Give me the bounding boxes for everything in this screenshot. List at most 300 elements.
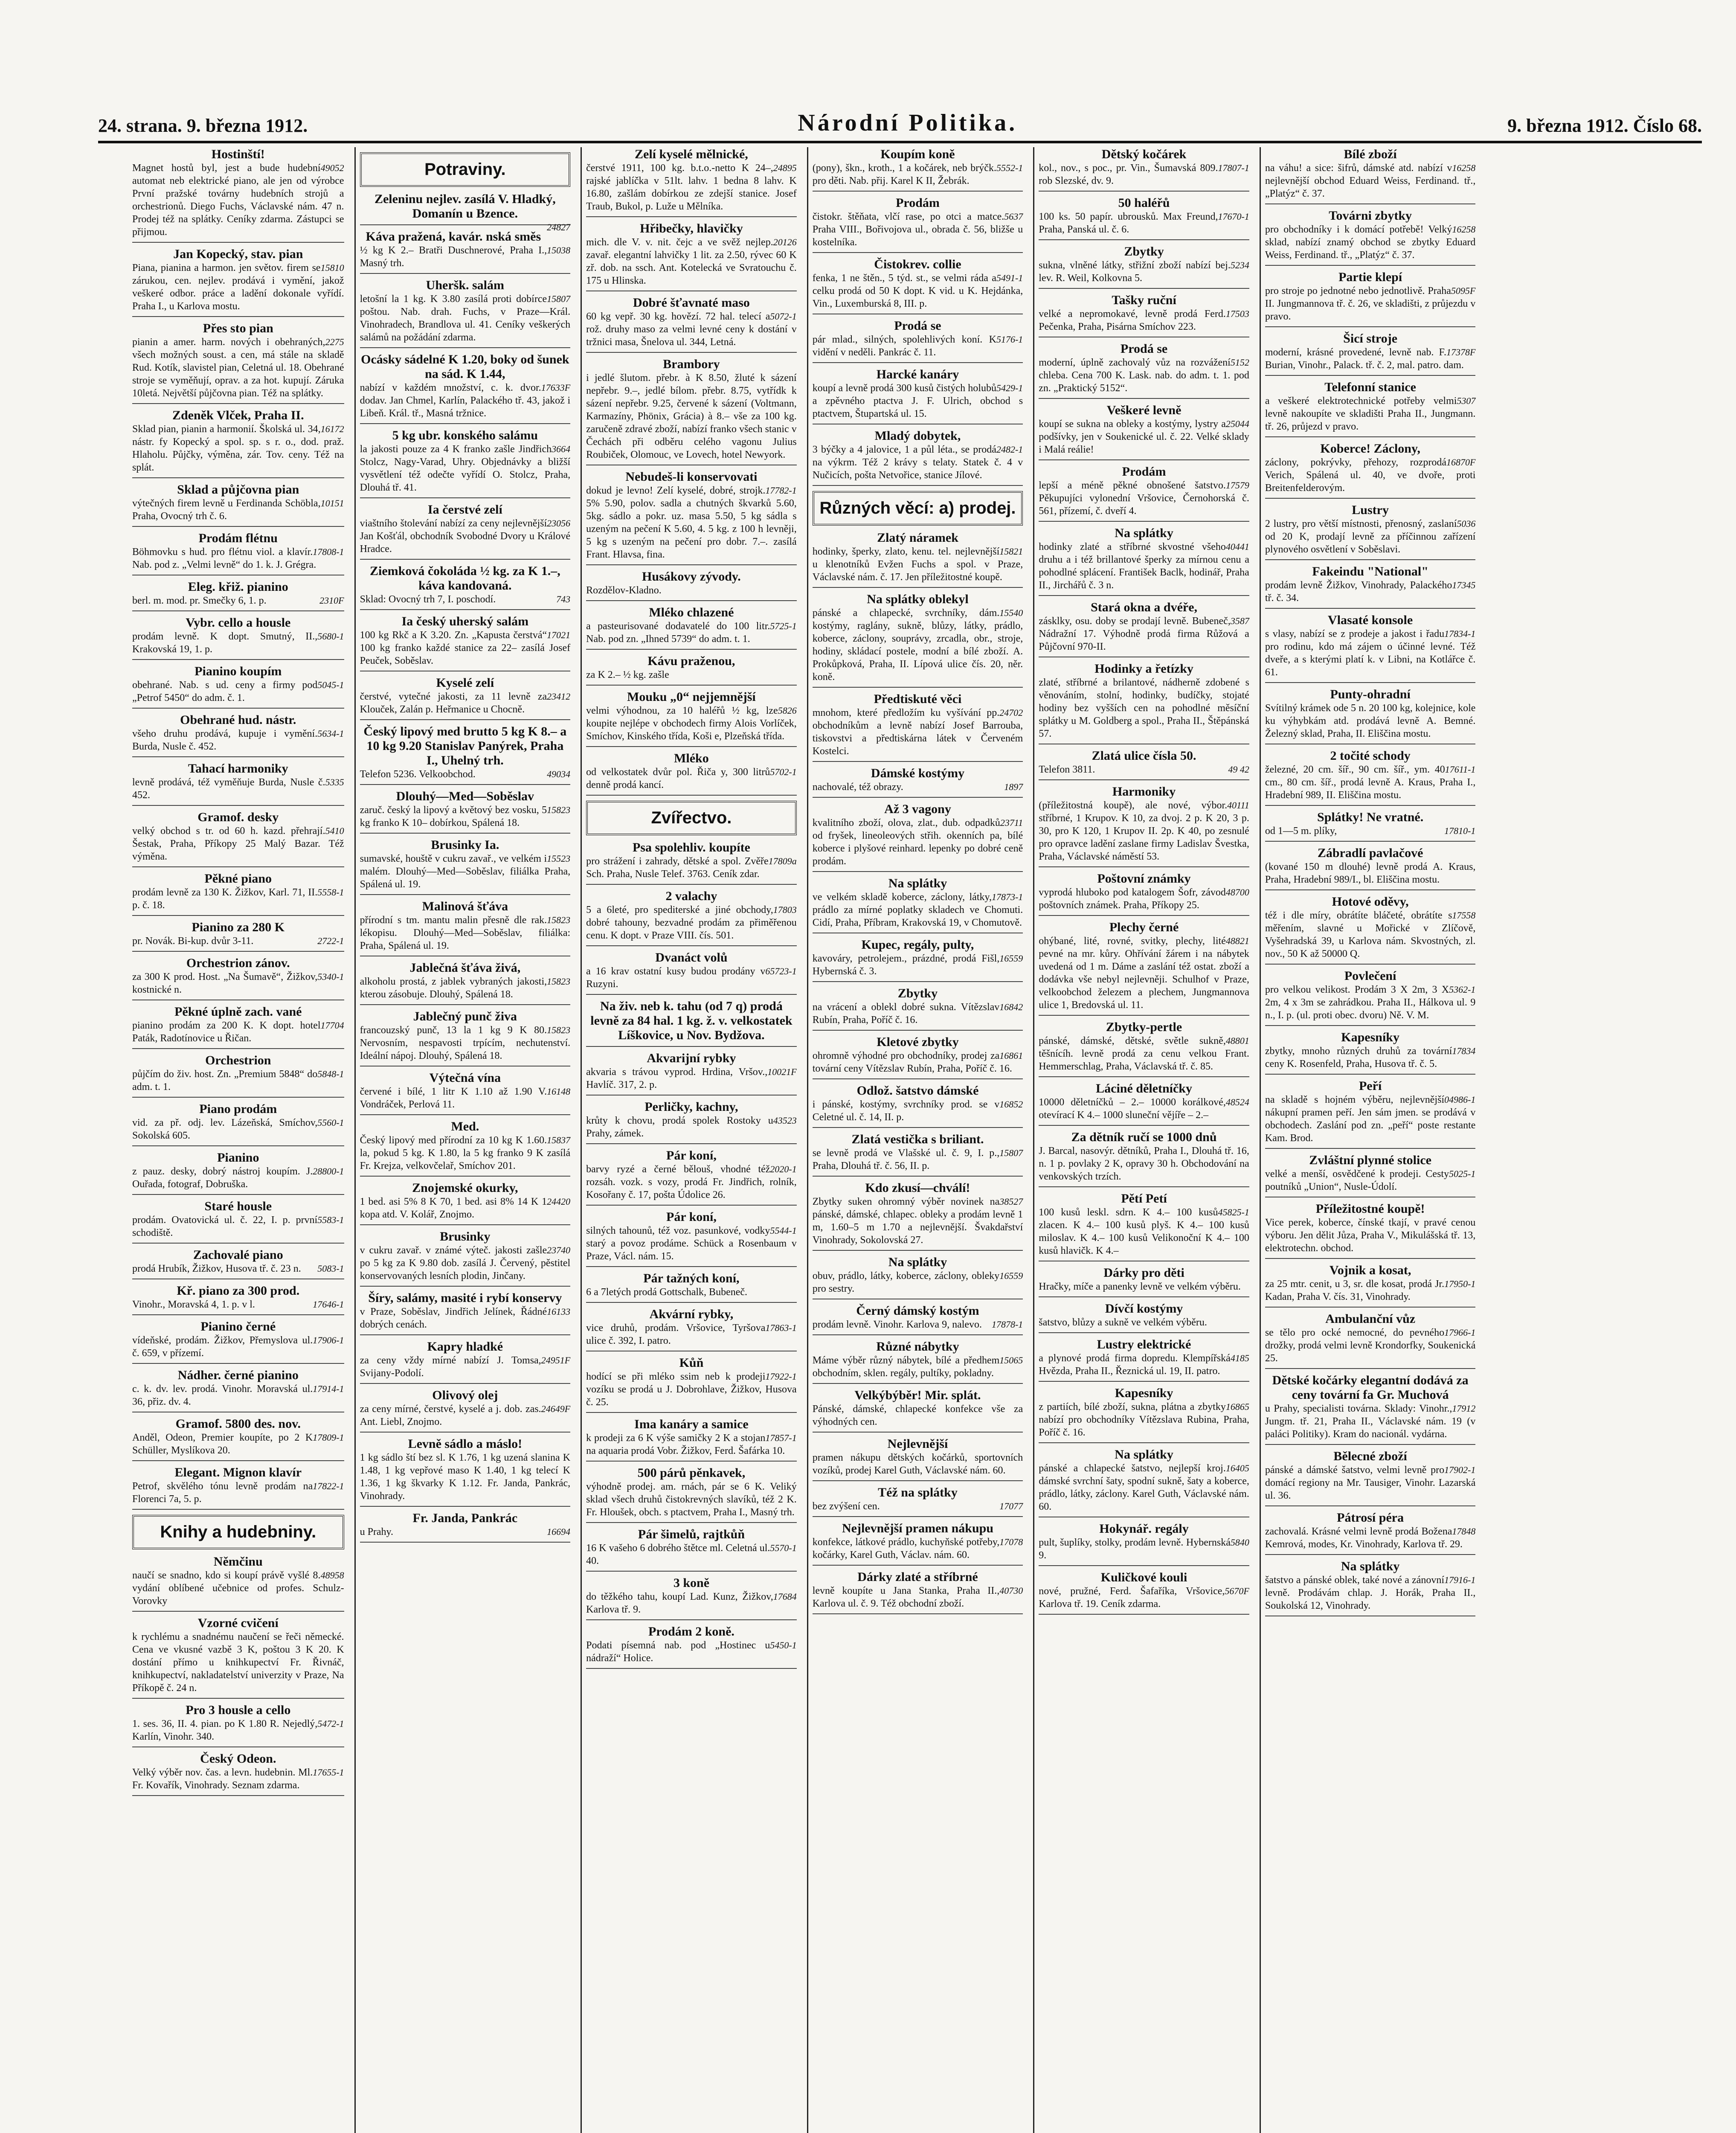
ad-title: Na splátky — [1115, 1447, 1173, 1462]
ad-text: 1 bed. asi 5% 8 K 70, 1 bed. asi 8% 14 K 1 kopa atd. V. Kolář, Znojmo. — [360, 1196, 547, 1220]
ads-list — [813, 531, 1023, 1614]
ad-text: Telefon 3811. — [1039, 764, 1095, 775]
classified-ad — [813, 1181, 1023, 1251]
ad-divider — [813, 1176, 1023, 1177]
classified-ad — [813, 1570, 1023, 1614]
ad-title: Mladý dobytek, — [874, 429, 961, 443]
ad-divider — [586, 1302, 797, 1303]
section-heading: Zvířectvo. — [586, 801, 797, 835]
ad-text: velký obchod s tr. od 60 h. kazd. přehrají. Šestak, Praha, Příkopy 25 Malý Bazar. Též výměna. — [132, 825, 344, 862]
ad-number: 17808-1 — [313, 546, 344, 557]
ad-divider — [360, 1224, 571, 1225]
classified-ad — [813, 319, 1023, 363]
ad-text: pramen nákupu dětských kočárků, sportovních vozíků, prodej Karel Guth, Václavské nám. 60. — [812, 1452, 1023, 1476]
ad-number: 40730 — [999, 1585, 1023, 1596]
ad-number: 17558 — [1452, 910, 1476, 921]
classified-ad — [1265, 895, 1476, 965]
ad-divider — [1039, 1442, 1249, 1443]
classified-ad — [586, 296, 797, 353]
classified-ad — [1039, 196, 1249, 240]
ad-text: Piana, pianina a harmon. jen světov. firem se zárukou, cen. nejlev. prodává i vymění, jakož veškeré odbor. práce a ladění dokonale vyřídí. Praha I., u Karlova mostu. — [132, 262, 344, 312]
ad-divider — [1265, 841, 1476, 842]
ad-text: vid. za př. odj. lev. Lázeňská, Smíchov, Sokolská 605. — [132, 1117, 318, 1141]
ad-text: za ceny mírné, čerstvé, kyselé a j. dob. zas. Ant. Liebl, Znojmo. — [360, 1404, 541, 1427]
ad-title: Dobré šťavnaté maso — [633, 296, 750, 310]
ad-text: záclony, pokrývky, přehozy, rozprodá Verich, Spálená ul. 40, ve dvoře, proti Breitenfelderovým. — [1265, 457, 1476, 494]
classified-ad — [1265, 749, 1476, 806]
ad-divider — [813, 1613, 1023, 1614]
classified-ad — [1039, 1302, 1249, 1333]
ad-text: pánské a dámské šatstvo, velmi levně pro domácí regiony na Mr. Tausiger, Vinohr. Lazarská ul. 36. — [1265, 1465, 1476, 1501]
ad-title: Mléko chlazené — [649, 605, 734, 619]
ad-number: 5410 — [325, 825, 344, 836]
ad-divider — [586, 884, 797, 885]
ad-title: Dárky zlaté a stříbrné — [857, 1570, 978, 1584]
ad-text: a veškeré elektrotechnické potřeby velmi levně nakoupíte ve skladišti Praha II., Jungmann. tř. 26, průjezd v pravo. — [1265, 395, 1476, 432]
ad-number: 49034 — [547, 769, 571, 779]
ad-title: Kletové zbytky — [877, 1035, 959, 1049]
ad-divider — [360, 833, 571, 834]
ad-number: 5176-1 — [996, 334, 1023, 345]
ad-title: Černý dámský kostým — [856, 1304, 979, 1318]
header-right: 9. března 1912. Číslo 68. — [1507, 115, 1702, 136]
classified-ad — [132, 482, 344, 527]
ad-divider — [360, 894, 571, 895]
ad-number: 15065 — [999, 1355, 1023, 1366]
ad-divider — [586, 1046, 797, 1047]
ad-divider — [1265, 1258, 1476, 1259]
ad-number: 17704 — [320, 1020, 344, 1031]
classified-ad — [1039, 403, 1249, 460]
classified-ad — [813, 429, 1023, 486]
ad-number: 2482-1 — [996, 444, 1023, 455]
ad-divider — [132, 316, 344, 317]
classified-ad — [360, 192, 571, 232]
ad-text: 16 K vašeho 6 dobrého štětce ml. Celetná ul. 40. — [586, 1543, 770, 1566]
classified-ad — [132, 1417, 344, 1461]
ad-divider — [1265, 1444, 1476, 1445]
ad-title: Akvarijní rybky — [647, 1051, 736, 1065]
ad-text: mnohom, které předložím ku vyšívání pp. obchodníkům a levně nabízí Josef Barrouba, tiskovstvi a předtiskárna látek v Červeném Kostelci. — [812, 707, 1023, 757]
ad-title: Prodám flétnu — [198, 531, 278, 545]
classified-ad — [1039, 1570, 1249, 1615]
ad-title: Kávu praženou, — [647, 654, 735, 668]
ad-text: barvy ryzé a černé bělouš, vhodné též rozsáh. vozk. s vozy, prodá Fr. Jindřich, rolník, Kosořany č. 17, pošta Údolice 26. — [586, 1164, 797, 1200]
ad-number: 5583-1 — [317, 1215, 344, 1225]
ad-title: 500 párů pěnkavek, — [637, 1466, 746, 1480]
ad-divider — [1039, 398, 1249, 399]
ad-divider — [132, 1363, 344, 1364]
classified-ad — [360, 1511, 571, 1543]
ad-title: Eleg. křiž. pianino — [188, 580, 288, 594]
ad-text: 3 býčky a 4 jalovice, 1 a půl léta., se prodá na výkrm. Též 2 krávy s telaty. Statek č. 4 v Nučicích, pošta Netvořice, stanice Jílové. — [812, 444, 1023, 481]
ad-divider — [1039, 1332, 1249, 1333]
ad-title: Brusinky Ia. — [431, 838, 499, 852]
ad-divider — [360, 1542, 571, 1543]
ad-text: i pánské, kostýmy, svrchníky prod. se v Celetné ul. č. 14, II. p. — [812, 1099, 1000, 1123]
ad-number: 5340-1 — [317, 971, 344, 982]
ad-divider — [586, 352, 797, 353]
ad-divider — [1039, 915, 1249, 916]
ads-list — [1039, 147, 1249, 1615]
ad-title: Prodám — [1122, 465, 1166, 479]
ad-number: 20126 — [773, 237, 797, 247]
ad-divider — [1265, 682, 1476, 683]
ad-title: Znojemské okurky, — [412, 1181, 518, 1195]
ad-text: dokud je levno! Zelí kyselé, dobré, strojk. 5% 5.90, polov. sadla a chutných škvarků 5.60, 5kg. sádlo a pokr. uz. masa 5.50, 5 kg sádla s uzeným na pečení K 5.60, 4. 5 kg. z 100 h levněji, 5 kg s uzeným na pečení pro dobr. 7.–. zasílá Frant. Hlavsa, fina. — [586, 485, 797, 560]
ads-list — [813, 147, 1023, 486]
ad-divider — [586, 1619, 797, 1620]
ad-title: Vzorné cvičení — [197, 1616, 279, 1630]
ad-text: čerstvé 1911, 100 kg. b.t.o.-netto K 24–, rajské jablíčka v 51lt. lahv. 1 bedna 8 lahv. K 16.80, zašlám dobírkou ze zdejší stanice. Josef Traub, Bukol, p. Luže u Mělníka. — [586, 163, 797, 212]
ad-title: Zbytky — [897, 986, 938, 1000]
ad-title: Dětský kočárek — [1101, 147, 1187, 161]
ad-title: Tahací harmoniky — [188, 761, 288, 776]
ad-number: 17902-1 — [1444, 1465, 1476, 1475]
ad-divider — [360, 224, 571, 225]
ad-title: Malinová šťáva — [422, 899, 508, 913]
ad-text: naučí se snadno, kdo si koupí právě vyšlé 8. vydání oblíbené učebnice od profes. Schulz-Vorovky — [132, 1570, 344, 1607]
ad-title: Perličky, kachny, — [644, 1100, 738, 1114]
ad-text: hodinky, šperky, zlato, kenu. tel. nejlevnější u klenotníků Evžen Fuchs a spol. v Praze, Václavské nám. č. 17. Jen příležitostné koupě. — [812, 546, 1023, 583]
classified-ad — [586, 751, 797, 796]
ad-text: s vlasy, nabízí se z prodeje a jakost i řadu pro rodinu, kdo má zájem o účinné levné. Též dveře, a s kterými platí k. v Libni, na Kotlářce č. 61. — [1265, 628, 1476, 678]
ad-number: 17906-1 — [313, 1335, 344, 1345]
ad-text: bez zvýšení cen. — [812, 1501, 880, 1512]
ad-text: Rozdělov-Kladno. — [586, 585, 662, 596]
ad-divider — [132, 708, 344, 709]
ad-divider — [360, 559, 571, 560]
ad-number: 5680-1 — [317, 631, 344, 642]
classified-ad — [586, 840, 797, 885]
ad-text: mich. dle V. v. nit. čejc a ve svěž nejlep. zavař. elegantní lahvičky 1 lit. za 2.50, rývec 60 K zř. dob. na ssch. Ant. Kotelecká ve Svratouchu č. 175 u Hlinska. — [586, 237, 797, 286]
ad-title: Koupím koně — [880, 147, 955, 161]
ad-number: 49052 — [320, 163, 344, 173]
ad-text: pro stroje po jednotné nebo jednotlivě. Praha II. Jungmannova tř. č. 26, ve skladišti, z průjezdu v pravo. — [1265, 285, 1476, 322]
ad-text: pár mlad., silných, spolehlivých koní. K vidění v neděli. Pankrác č. 11. — [812, 334, 996, 358]
ad-divider — [1039, 595, 1249, 596]
classified-ad — [360, 1009, 571, 1066]
ad-number: 23711 — [1000, 817, 1023, 828]
ad-text: velké a nepromokavé, levně prodá Ferd. Pečenka, Praha, Pisárna Smíchov 223. — [1039, 308, 1226, 332]
ad-text: hodící se při mléko ssim neb k prodeji vozíku se prodá u J. Dobrohlave, Žižkov, Husova č. 25. — [586, 1371, 797, 1408]
ad-number: 5072-1 — [770, 311, 797, 322]
ad-divider — [132, 1145, 344, 1146]
classified-ad — [360, 789, 571, 834]
ad-title: Nádher. černé pianino — [177, 1368, 299, 1382]
ad-divider — [1039, 1296, 1249, 1297]
ad-divider — [360, 1506, 571, 1507]
ad-text: kavováry, petrolejem., prázdné, prodá Fišl, Hybernská č. 3. — [812, 953, 1000, 977]
ad-number: 5472-1 — [317, 1718, 344, 1729]
ad-divider — [132, 1795, 344, 1796]
ad-text: na skladě s hojném výběru, nejlevnější nákupní pramen peří. Jen sám jmen. se prodává v obchodech. Zaslání pod zn. „peří“ poste restante Kam. Brod. — [1265, 1094, 1476, 1144]
ad-text: obuv, prádlo, látky, koberce, záclony, obleky pro sestry. — [812, 1270, 1000, 1294]
ad-number: 17857-1 — [765, 1433, 797, 1443]
ad-title: Pěkné úplně zach. vané — [174, 1005, 302, 1019]
ad-text: 10000 děletníčků – 2.– 10000 korálkové, otevírací K 4.– 1000 sluneční vějíře – 2.– — [1039, 1097, 1226, 1121]
ad-number: 04986-1 — [1444, 1094, 1476, 1105]
ad-number: 48524 — [1225, 1097, 1249, 1107]
classified-ad — [360, 428, 571, 498]
ad-text: Böhmovku s hud. pro flétnu viol. a klavír. Nab. pod z. „Velmi levně“ do 1. k. J. Grégra. — [132, 546, 316, 570]
ad-divider — [586, 1412, 797, 1413]
ad-title: Plechy černé — [1109, 920, 1179, 934]
classified-ad — [813, 1485, 1023, 1517]
ad-text: pro obchodníky i k domácí potřebě! Velký sklad, nabízí znamý obchod se zbytky Eduard Weiss, Ferdinand. tř., „Platýz“ č. 37. — [1265, 224, 1476, 261]
ad-divider — [813, 1078, 1023, 1079]
ad-text: červené i bílé, 1 litr K 1.10 až 1.90 V. Vondráček, Perlová 11. — [360, 1086, 547, 1110]
ad-number: 5335 — [325, 777, 344, 788]
ad-title: Zbytky-pertle — [1106, 1020, 1182, 1034]
ad-title: Gramof. 5800 des. nov. — [175, 1417, 301, 1431]
ad-divider — [1039, 239, 1249, 240]
ad-text: a pasteurisované dodavatelé do 100 litr. Nab. pod zn. „Ihned 5739“ do adm. t. 1. — [586, 621, 770, 645]
ad-title: Med. — [451, 1119, 479, 1133]
ad-divider — [1265, 436, 1476, 437]
classified-ad — [813, 1132, 1023, 1177]
ad-number: 17633F — [541, 382, 571, 393]
ad-number: 17822-1 — [313, 1481, 344, 1491]
ad-number: 5450-1 — [770, 1640, 797, 1651]
ad-title: Orchestrion — [205, 1053, 271, 1067]
column-3 — [581, 147, 801, 2133]
classified-ad — [1265, 564, 1476, 609]
ad-title: Zachovalé piano — [193, 1248, 283, 1262]
ad-text: Pánské, dámské, chlapecké konfekce vše za výhodných cen. — [812, 1404, 1023, 1427]
ads-list — [360, 192, 571, 1543]
ad-divider — [1265, 805, 1476, 806]
ad-title: Továrni zbytky — [1329, 209, 1412, 223]
ad-title: Pár koní, — [666, 1148, 717, 1162]
ad-number: 48958 — [320, 1570, 344, 1581]
ad-number: 16865 — [1225, 1401, 1249, 1412]
ad-number: 17345 — [1452, 580, 1476, 590]
ad-title: Brambory — [663, 357, 720, 371]
section-heading: Různých věcí: a) prodej. — [813, 491, 1023, 526]
classified-ad — [360, 1229, 571, 1287]
classified-ad — [1265, 209, 1476, 266]
ads-list — [586, 840, 797, 1669]
ad-number: 40441 — [1225, 541, 1249, 552]
ad-divider — [132, 1314, 344, 1315]
ad-divider — [1265, 608, 1476, 609]
classified-ad — [586, 950, 797, 995]
ad-number: 15038 — [547, 245, 571, 256]
classified-ad — [1039, 1337, 1249, 1382]
ad-text: šatstvo, blůzy a sukně ve velkém výběru. — [1039, 1317, 1207, 1328]
ad-number: 10151 — [320, 498, 344, 509]
ad-title: Mouku „0“ nejjemnější — [627, 690, 756, 704]
ad-text: od 1—5 m. plíky, — [1265, 825, 1337, 837]
ad-number: 5552-1 — [996, 163, 1023, 173]
ad-number: 16842 — [999, 1002, 1023, 1012]
ad-number: 16258 — [1452, 163, 1476, 173]
ad-number: 2722-1 — [317, 936, 344, 946]
ad-title: Hotové oděvy, — [1332, 895, 1409, 909]
classified-ad — [1265, 1153, 1476, 1197]
ad-number: 24827 — [547, 222, 571, 232]
classified-ad — [360, 564, 571, 610]
ad-title: Povlečení — [1344, 969, 1396, 983]
ad-text: zachovalá. Krásné velmi levně prodá Božena Kemrová, modes, Kr. Vinohrady, Karlova tř. 29. — [1265, 1526, 1463, 1550]
ad-title: Český lipový med brutto 5 kg K 8.– a 10 kg 9.20 Stanislav Panýrek, Praha I., Uhelný trh. — [363, 724, 567, 767]
ad-number: 17916-1 — [1444, 1575, 1476, 1585]
classified-ad — [586, 1051, 797, 1096]
ads-list — [586, 147, 797, 796]
ad-title: Psa spolehliv. koupíte — [632, 840, 750, 854]
ad-title: Mléko — [674, 751, 709, 765]
ad-text: velmi výhodnou, za 10 haléřů ½ kg, lze koupite nejlépe v obchodech firmy Alois Vorlíček, Smíchov, Kinského třída, Koši e, Plzeňská třída. — [586, 705, 797, 742]
ad-divider — [586, 1143, 797, 1144]
ad-divider — [813, 1565, 1023, 1566]
classified-ad — [1265, 1312, 1476, 1369]
ad-divider — [132, 659, 344, 660]
ad-title: Gramof. desky — [197, 810, 279, 824]
ad-text: (pony), škn., kroth., 1 a kočárek, neb brýčk. pro děti. Nab. přij. Karel K II, Žebrák. — [812, 163, 996, 186]
ad-title: Harcké kanáry — [876, 367, 959, 381]
ad-text: levně koupíte u Jana Stanka, Praha II., Karlova ul. č. 9. Též obchodní zboží. — [812, 1585, 1000, 1609]
ad-text: Svítilný krámek ode 5 n. 20 100 kg, kolejnice, kole ku výhybkám atd. prodává levně A. Bemné. Železný sklad, Praha, II. Eliščina mostu. — [1265, 703, 1476, 739]
ad-text: výtečných firem levně u Ferdinanda Schöbla, Praha, Ovocný trh č. 6. — [132, 498, 321, 522]
classified-ad — [360, 838, 571, 895]
ad-number: 5725-1 — [770, 621, 797, 631]
ad-number: 2275 — [325, 337, 344, 347]
classified-ad — [360, 503, 571, 560]
ad-text: železné, 20 cm. šíř., 90 cm. šíř., ym. 40 cm., 80 cm. šíř., prodá levně A. Kraus, Praha I., Hradební 989, II. Eliščina mostu. — [1265, 764, 1476, 801]
ad-number: 15823 — [547, 1025, 571, 1035]
classified-ad — [132, 1199, 344, 1244]
classified-ad — [813, 938, 1023, 982]
ad-number: 17803 — [773, 904, 797, 915]
ad-title: Dlouhý—Med—Soběslav — [396, 789, 534, 803]
ad-text: k prodeji za 6 K výše samičky 2 K a stojan na aquaria prodá Vobr. Žižkov, Ferd. Šafárka 10. — [586, 1433, 785, 1456]
ad-text: Telefon 5236. Velkoobchod. — [360, 769, 476, 780]
ad-text: (příležitostná koupě), ale nové, výbor. stříbrné, 1 Krupov. K 10, za dvoj. 2 p. K 20, 3 p. 30, pro K 120, 1 Krupov II. 2p. K 40, po zesnulé pro opravce ladění zaslane firmy Ladislav Švestka, Praha, Václavské náměstí 53. — [1039, 800, 1249, 862]
ad-title: Hokynář. regály — [1099, 1522, 1189, 1536]
classified-ad — [813, 1255, 1023, 1299]
ad-text: čistokr. štěňata, vlčí rase, po otci a matce. Praha VIII., Bořivojova ul., obrada č. 56, bližše u kostelníka. — [812, 211, 1023, 248]
ad-number: 5036 — [1457, 518, 1476, 529]
ad-text: Petrof, skvělého tónu levně prodám na Florenci 7a, 5. p. — [132, 1481, 313, 1505]
ad-text: Vice perek, koberce, čínské tkají, v pravé cenou výboru. Jen dělit Jůza, Praha V., Mikulášská tř. 13, elektrotechn. obchod. — [1265, 1217, 1476, 1254]
ad-text: ve velkém skladě koberce, záclony, látky, prádlo za mírné poplatky skladech ve Chomuti. Cidí, Praha, Příbram, Krakovská 19, v Chomutově. — [812, 892, 1023, 928]
ad-text: pr. Novák. Bi-kup. dvůr 3-11. — [132, 936, 254, 947]
classified-ad — [132, 616, 344, 660]
ad-text: za ceny vždy mírné nabízí J. Tomsa, Svijany-Podolí. — [360, 1355, 541, 1379]
ad-number: 5307 — [1457, 395, 1476, 406]
ad-title: Za dětník ručí se 1000 dnů — [1071, 1130, 1217, 1144]
ad-divider — [360, 1432, 571, 1433]
classified-ad — [1039, 244, 1249, 289]
classified-ad — [1039, 1266, 1249, 1297]
classified-ad — [360, 899, 571, 956]
ad-number: 3587 — [1230, 616, 1249, 626]
ad-text: velké a menší, osvědčené k prodeji. Cesty poutníků „Union“, Nusle-Údolí. — [1265, 1168, 1449, 1192]
ad-divider — [813, 1127, 1023, 1128]
ad-divider — [132, 915, 344, 916]
ad-text: u Prahy. — [360, 1526, 393, 1537]
ad-title: Pětí Petí — [1121, 1191, 1167, 1206]
ad-title: Odlož. šatstvo dámské — [856, 1084, 979, 1098]
ad-number: 5025-1 — [1449, 1168, 1476, 1179]
ad-title: Sklad a půjčovna pian — [177, 482, 299, 497]
classified-ad — [1039, 1447, 1249, 1517]
classified-ad — [132, 872, 344, 916]
ad-number: 2020-1 — [770, 1164, 797, 1174]
classified-ad — [1039, 342, 1249, 399]
classified-ad — [132, 531, 344, 575]
ad-divider — [132, 1460, 344, 1461]
ad-text: pro velkou velikost. Prodám 3 X 2m, 3 X 2m, 4 x 3m se zahrádkou. Praha II., Hálkova ul. 9 n., I. p. (ul. proti obec. dvoru) Ně. V. M. — [1265, 984, 1476, 1021]
ad-text: pánské a chlapecké, svrchníky, dám. kostýmy, raglány, sukně, blůzy, látky, prádlo, koberce, záclony, souprávy, zrcadla, obr., stroje, hodiny, skládací postele, modní a bílé zboží. A. Prokůpková, Praha, II. Lípová ulice čís. 20, něr. koně. — [812, 607, 1023, 683]
ad-title: Nebudeš-li konservovati — [625, 470, 758, 484]
ad-number: 40111 — [1227, 800, 1249, 811]
classified-ad — [132, 247, 344, 317]
ad-title: 2 točité schody — [1330, 749, 1411, 763]
classified-ad — [1039, 526, 1249, 596]
classified-ad — [586, 1576, 797, 1620]
ad-title: Ia čerstvé zelí — [427, 503, 502, 517]
ad-divider — [586, 1668, 797, 1669]
ad-text: Sklad: Ovocný trh 7, I. poschodí. — [360, 594, 496, 605]
ad-title: Zábradlí pavlačové — [1317, 846, 1423, 860]
ad-text: u Prahy, specialisti továrna. Sklady: Vinohr., Jungm. tř. 21, Praha II., Václavské nám. 19 (v paláci Politiky). Kram do nacionál. vydárna. — [1265, 1403, 1476, 1440]
ad-number: 17078 — [999, 1537, 1023, 1547]
classified-ad — [360, 961, 571, 1005]
ad-title: Na živ. neb k. tahu (od 7 q) prodá levně za 84 hal. 1 kg. ž. v. velkostatek Líškovice, u Nov. Bydžova. — [590, 999, 793, 1042]
ad-text: 2 lustry, pro větší místnosti, přenosný, zaslaní od 20 K, prodají levně za příčinnou zařízení plynového osvětlení v Soběslavi. — [1265, 518, 1476, 555]
ad-number: 15523 — [547, 853, 571, 864]
ad-number: 16559 — [999, 953, 1023, 964]
classified-ad — [132, 920, 344, 952]
classified-ad — [1265, 380, 1476, 437]
ad-title: Hodinky a řetízky — [1094, 662, 1193, 676]
ad-number: 17655-1 — [313, 1767, 344, 1778]
ad-divider — [1039, 866, 1249, 867]
ad-text: i jedlé šlutom. přebr. à K 8.50, žluté k sázení nepřebr. 9.–, jedlé bílom. přebr. 8.75, vytřídk k sázení nepřebr. 9.25, červené k sázení (Voltmann, Karmazíny, Phönix, Grácia) à 8.– vše za 100 kg. zaručeně zdravé zboží, nabízí franko všech stanic v Čechách při odběru celého vagonu Julius Roubiček, Olomouc, ve Lovech, hotel Newyork. — [586, 372, 797, 460]
ad-title: Veškeré levně — [1106, 403, 1182, 417]
classified-ad — [813, 802, 1023, 872]
ad-number: 15540 — [999, 607, 1023, 618]
ad-divider — [132, 866, 344, 867]
ad-text: akvaria s trávou vyprod. Hrdina, Vršov., Havlíč. 317, 2. p. — [586, 1066, 768, 1090]
ad-title: Jan Kopecký, stav. pian — [173, 247, 303, 261]
classified-ad — [360, 1119, 571, 1177]
ad-title: Nejlevnější — [887, 1437, 948, 1451]
ad-divider — [813, 1383, 1023, 1384]
ad-number: 17807-1 — [1218, 163, 1249, 173]
ad-number: 5670F — [1225, 1586, 1249, 1596]
ad-title: Vlasaté konsole — [1328, 613, 1413, 627]
ad-text: zbytky, mnoho různých druhů za tovární ceny K. Rosenfeld, Praha, Husova tř. č. 5. — [1265, 1046, 1452, 1069]
classified-ad — [1039, 1522, 1249, 1566]
classified-ad — [586, 889, 797, 946]
ad-text: Vinohr., Moravská 4, 1. p. v l. — [132, 1299, 255, 1310]
classified-ad — [586, 1271, 797, 1303]
classified-ad — [1265, 1373, 1476, 1445]
ad-number: 16861 — [999, 1050, 1023, 1061]
classified-ad — [1265, 1511, 1476, 1555]
classified-ad — [1039, 872, 1249, 916]
ad-text: ohromně výhodné pro obchodníky, prodej za tovární ceny Vítězslav Rubín, Praha, Poříč č. 16. — [812, 1050, 1012, 1074]
ad-title: Ocásky sádelné K 1.20, boky od šunek na sád. K 1.44, — [361, 352, 569, 381]
ad-title: Pěkné piano — [204, 872, 272, 886]
ad-title: Partie klepí — [1338, 270, 1402, 284]
ad-title: Dětské kočárky elegantní dodává za ceny tovární fa Gr. Muchová — [1272, 1373, 1469, 1402]
ad-divider — [132, 526, 344, 527]
ad-title: Bílé zboží — [1344, 147, 1397, 161]
